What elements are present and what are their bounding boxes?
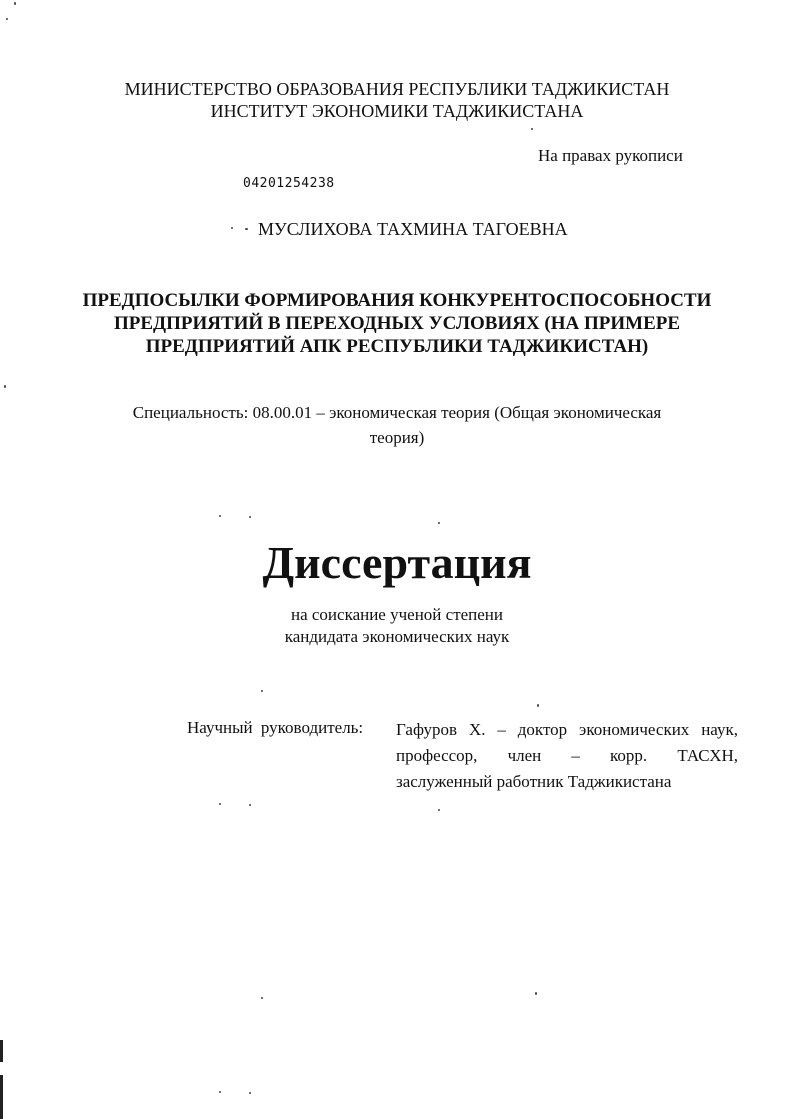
scan-speck [261, 997, 263, 999]
rights-note: На правах рукописи [538, 146, 683, 165]
scan-speck [6, 18, 8, 20]
scan-edge-mark [0, 1075, 3, 1119]
degree-line: кандидата экономических наук [284, 627, 510, 646]
dissertation-title [0, 289, 794, 358]
supervisor-details [396, 717, 738, 795]
ministry-heading: МИНИСТЕРСТВО ОБРАЗОВАНИЯ РЕСПУБЛИКИ ТАДЖИКИСТАН [124, 79, 670, 99]
scan-speck [535, 992, 537, 995]
scan-speck [249, 804, 251, 806]
supervisor-label: Научный руководитель: [187, 718, 364, 737]
document-type-heading: Диссертация [262, 537, 532, 588]
degree-line: на соискание ученой степени [290, 605, 504, 624]
scan-speck [14, 2, 16, 5]
scan-speck [219, 1091, 221, 1093]
degree-info [0, 604, 794, 648]
scan-speck [537, 704, 539, 707]
scan-speck [438, 809, 440, 811]
scan-speck [438, 522, 440, 524]
scan-speck [261, 690, 263, 692]
supervisor-line: профессор, член – корр. ТАСХН, [396, 746, 738, 765]
scan-edge-mark [0, 1040, 3, 1062]
specialty-line: теория) [369, 428, 425, 447]
scan-speck [245, 228, 248, 230]
registration-code: 04201254238 [243, 176, 335, 191]
scan-speck [4, 385, 6, 388]
specialty [0, 400, 794, 450]
scan-speck [219, 515, 221, 517]
scan-speck [219, 803, 221, 805]
scan-speck [249, 1092, 251, 1094]
title-line: ПРЕДПРИЯТИЙ АПК РЕСПУБЛИКИ ТАДЖИКИСТАН) [145, 336, 649, 357]
supervisor-line: Гафуров Х. – доктор экономических наук, [396, 720, 738, 739]
author-name: МУСЛИХОВА ТАХМИНА ТАГОЕВНА [258, 219, 568, 239]
institute-heading: ИНСТИТУТ ЭКОНОМИКИ ТАДЖИКИСТАНА [210, 101, 584, 121]
scan-speck [249, 516, 251, 518]
scan-speck [231, 227, 233, 229]
specialty-line: Специальность: 08.00.01 – экономическая теория (Общая экономическая [132, 403, 662, 422]
title-line: ПРЕДПОСЫЛКИ ФОРМИРОВАНИЯ КОНКУРЕНТОСПОСОБНОСТИ [82, 290, 712, 311]
title-line: ПРЕДПРИЯТИЙ В ПЕРЕХОДНЫХ УСЛОВИЯХ (НА ПРИМЕРЕ [113, 313, 681, 334]
scan-speck [531, 128, 533, 130]
supervisor-line: заслуженный работник Таджикистана [396, 772, 672, 791]
